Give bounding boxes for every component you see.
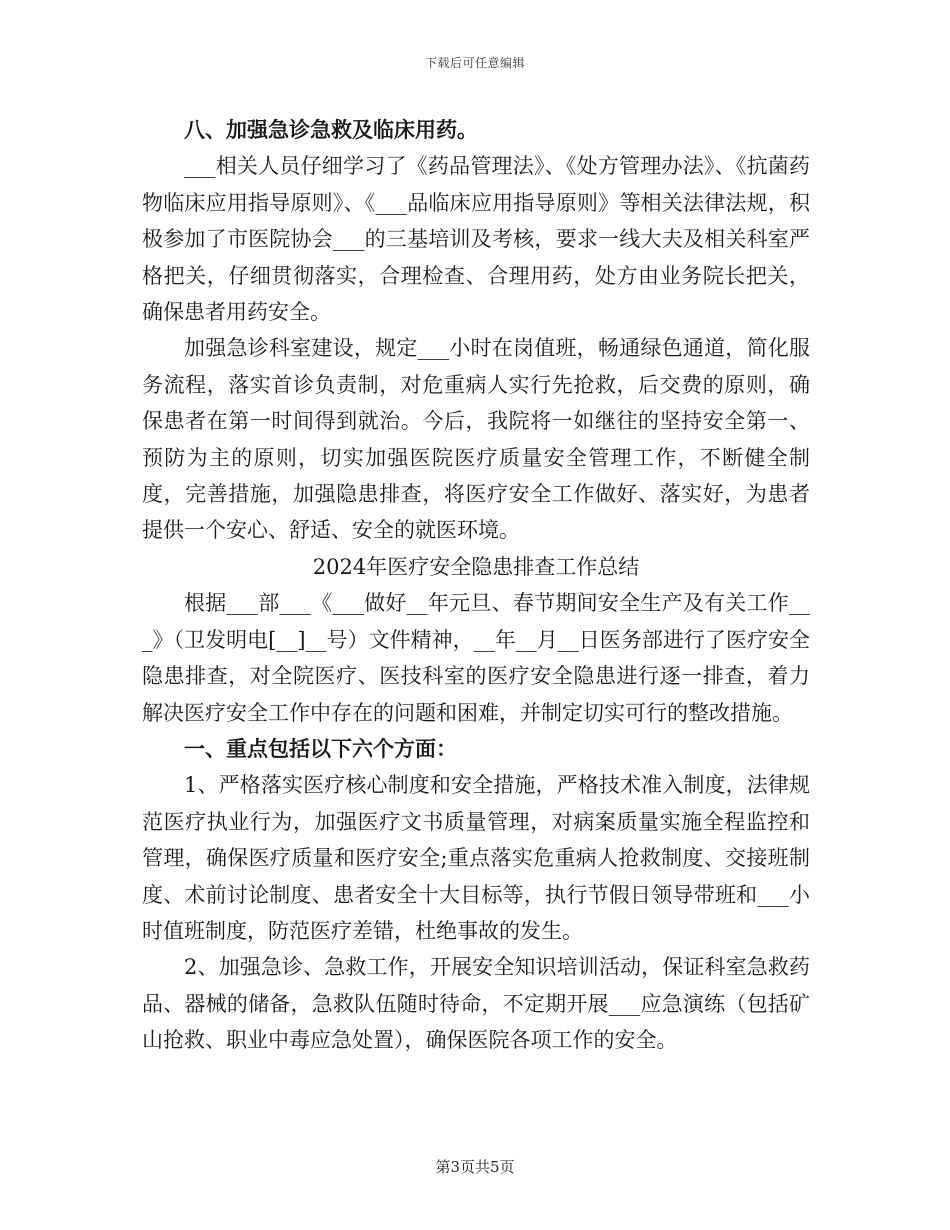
page-header-note: 下载后可任意编辑 <box>424 56 525 70</box>
paragraph-inspection-basis: 根据___部___《___做好__年元旦、春节期间安全生产及有关工作___》（卫发明电[__]__号）文件精神，__年__月__日医务部进行了医疗安全隐患排查，对全院医疗、医技科室的医疗安全隐患进行逐一排查，着力解决医疗安全工作中存在的问题和困难，并制定切实可行的整改措施。 <box>142 591 810 725</box>
document-title: 2024年医疗安全隐患排查工作总结 <box>312 554 640 579</box>
paragraph-item-2: 2、加强急诊、急救工作，开展安全知识培训活动，保证科室急救药品、器械的储备，急救队伍随时待命，不定期开展___应急演练（包括矿山抢救、职业中毒应急处置），确保医院各项工作的安全。 <box>142 955 810 1053</box>
document-body <box>142 112 810 1059</box>
paragraph-medication-regulations: ___相关人员仔细学习了《药品管理法》、《处方管理办法》、《抗菌药物临床应用指导原则》、《___品临床应用指导原则》等相关法律法规，积极参加了市医院协会___的三基培训及考核，要求一线大夫及相关科室严格把关，仔细贯彻落实，合理检查、合理用药，处方由业务院长把关，确保患者用药安全。 <box>142 154 810 325</box>
paragraph-emergency-department: 加强急诊科室建设，规定___小时在岗值班，畅通绿色通道，简化服务流程，落实首诊负责制，对危重病人实行先抢救，后交费的原则，确保患者在第一时间得到就治。今后，我院将一如继往的坚持安全第一、预防为主的原则，切实加强医院医疗质量安全管理工作，不断健全制度，完善措施，加强隐患排查，将医疗安全工作做好、落实好，为患者提供一个安心、舒适、安全的就医环境。 <box>142 336 810 543</box>
section-heading-8: 八、加强急诊急救及临床用药。 <box>184 117 478 142</box>
paragraph-item-1: 1、严格落实医疗核心制度和安全措施，严格技术准入制度，法律规范医疗执业行为，加强医疗文书质量管理，对病案质量实施全程监控和管理，确保医疗质量和医疗安全;重点落实危重病人抢救制度、交接班制度、术前讨论制度、患者安全十大目标等，执行节假日领导带班和___小时值班制度，防范医疗差错，杜绝事故的发生。 <box>142 773 810 943</box>
section-heading-1: 一、重点包括以下六个方面： <box>184 735 457 761</box>
page-number-footer: 第3页共5页 <box>435 1158 515 1176</box>
